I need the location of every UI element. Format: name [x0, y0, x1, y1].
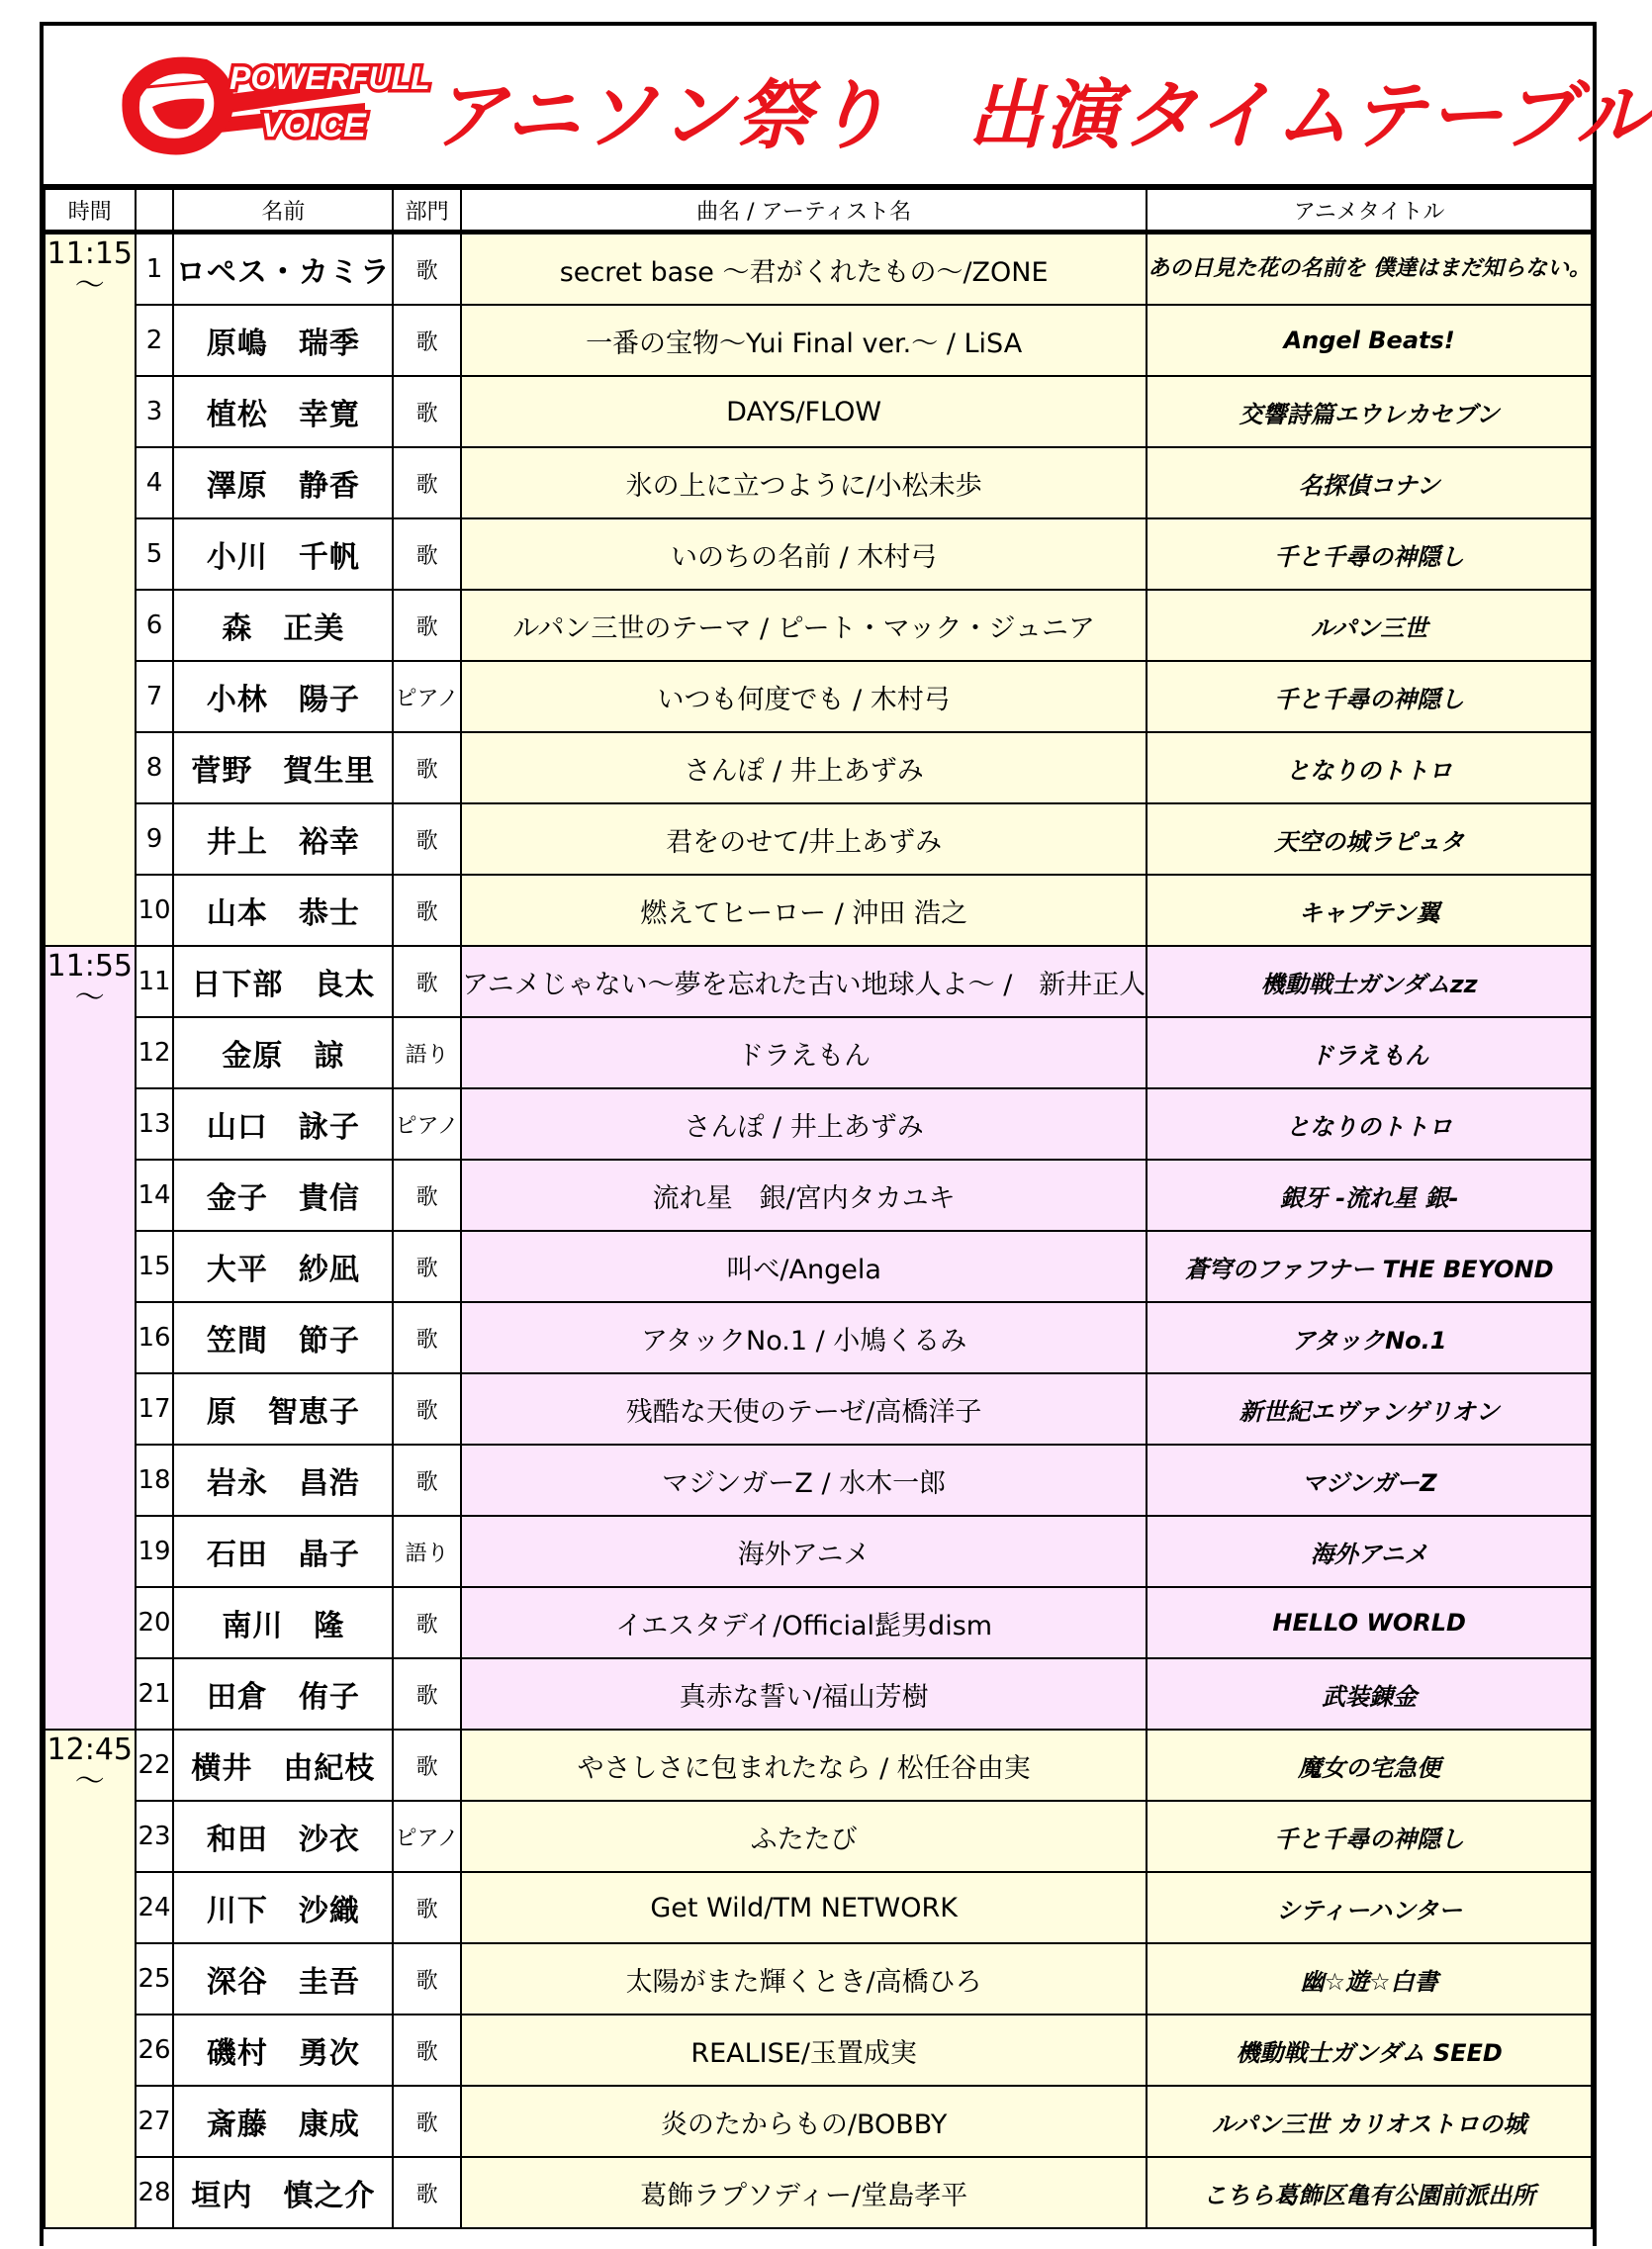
anime-title: こちら葛飾区亀有公園前派出所 — [1147, 2157, 1592, 2228]
performer-number: 18 — [136, 1445, 174, 1516]
table-header-row — [45, 189, 1592, 233]
column-header-anime: アニメタイトル — [1147, 189, 1592, 233]
song-artist: 真赤な誓い/福山芳樹 — [461, 1658, 1147, 1730]
performer-name: 斎藤 康成 — [173, 2086, 393, 2157]
table-row — [45, 1445, 1592, 1516]
column-header-time: 時間 — [45, 189, 136, 233]
performer-name: 垣内 慎之介 — [173, 2157, 393, 2228]
performer-name: 菅野 賀生里 — [173, 732, 393, 803]
performance-category: 歌 — [393, 1373, 461, 1445]
table-row — [45, 1516, 1592, 1587]
anime-title: 機動戦士ガンダム SEED — [1147, 2015, 1592, 2086]
performer-name: ロペス・カミラ — [173, 233, 393, 306]
table-row — [45, 1231, 1592, 1302]
anime-title: 機動戦士ガンダムzz — [1147, 946, 1592, 1017]
column-header-song: 曲名 / アーティスト名 — [461, 189, 1147, 233]
performance-category: 語り — [393, 1017, 461, 1088]
table-row — [45, 661, 1592, 732]
anime-title: 千と千尋の神隠し — [1147, 518, 1592, 590]
performer-name: 山本 恭士 — [173, 875, 393, 946]
performer-number: 25 — [136, 1943, 174, 2015]
song-artist: secret base ～君がくれたもの～/ZONE — [461, 233, 1147, 306]
anime-title: 天空の城ラピュタ — [1147, 803, 1592, 875]
time-block — [45, 946, 136, 1730]
song-artist: 燃えてヒーロー / 沖田 浩之 — [461, 875, 1147, 946]
performer-number: 7 — [136, 661, 174, 732]
song-artist: ドラえもん — [461, 1017, 1147, 1088]
table-row — [45, 2015, 1592, 2086]
anime-title: 銀牙 -流れ星 銀- — [1147, 1160, 1592, 1231]
time-block — [45, 233, 136, 947]
performance-category: 語り — [393, 1516, 461, 1587]
performer-number: 17 — [136, 1373, 174, 1445]
table-row — [45, 2086, 1592, 2157]
anime-title: 武装錬金 — [1147, 1658, 1592, 1730]
table-row — [45, 875, 1592, 946]
anime-title: 交響詩篇エウレカセブン — [1147, 376, 1592, 447]
performance-category: 歌 — [393, 1445, 461, 1516]
song-artist: さんぽ / 井上あずみ — [461, 1088, 1147, 1160]
logo-text-line2: VOICE — [261, 107, 366, 144]
song-artist: いのちの名前 / 木村弓 — [461, 518, 1147, 590]
performer-name: 小林 陽子 — [173, 661, 393, 732]
performance-category: 歌 — [393, 447, 461, 518]
performance-category: ピアノ — [393, 1801, 461, 1872]
song-artist: アタックNo.1 / 小鳩くるみ — [461, 1302, 1147, 1373]
performer-name: 笠間 節子 — [173, 1302, 393, 1373]
performance-category: ピアノ — [393, 1088, 461, 1160]
performer-name: 金原 諒 — [173, 1017, 393, 1088]
anime-title: マジンガーZ — [1147, 1445, 1592, 1516]
performer-name: 大平 紗凪 — [173, 1231, 393, 1302]
time-start: 11:55 — [46, 949, 133, 984]
song-artist: 海外アニメ — [461, 1516, 1147, 1587]
table-row — [45, 1587, 1592, 1658]
logo-text-line1: POWERFULL — [229, 60, 430, 96]
performance-category: 歌 — [393, 518, 461, 590]
song-artist: 君をのせて/井上あずみ — [461, 803, 1147, 875]
table-row — [45, 376, 1592, 447]
performer-number: 23 — [136, 1801, 174, 1872]
performer-name: 横井 由紀枝 — [173, 1730, 393, 1801]
anime-title: あの日見た花の名前を 僕達はまだ知らない。 — [1147, 233, 1592, 306]
anime-title: 魔女の宅急便 — [1147, 1730, 1592, 1801]
song-artist: マジンガーZ / 水木一郎 — [461, 1445, 1147, 1516]
performer-number: 9 — [136, 803, 174, 875]
performer-name: 井上 裕幸 — [173, 803, 393, 875]
anime-title: HELLO WORLD — [1147, 1587, 1592, 1658]
column-header-name: 名前 — [173, 189, 393, 233]
time-tilde: ～ — [74, 268, 105, 303]
time-start: 12:45 — [46, 1733, 133, 1767]
performer-name: 岩永 昌浩 — [173, 1445, 393, 1516]
performance-category: 歌 — [393, 590, 461, 661]
song-artist: さんぽ / 井上あずみ — [461, 732, 1147, 803]
performer-name: 和田 沙衣 — [173, 1801, 393, 1872]
time-tilde: ～ — [74, 981, 105, 1015]
table-row — [45, 305, 1592, 376]
song-artist: 流れ星 銀/宮内タカユキ — [461, 1160, 1147, 1231]
performer-name: 澤原 静香 — [173, 447, 393, 518]
anime-title: キャプテン翼 — [1147, 875, 1592, 946]
song-artist: アニメじゃない～夢を忘れた古い地球人よ～ / 新井正人 — [461, 946, 1147, 1017]
anime-title: となりのトトロ — [1147, 1088, 1592, 1160]
anime-title: シティーハンター — [1147, 1872, 1592, 1943]
anime-title: 千と千尋の神隠し — [1147, 1801, 1592, 1872]
performer-number: 3 — [136, 376, 174, 447]
performance-category: 歌 — [393, 1160, 461, 1231]
table-row — [45, 1373, 1592, 1445]
anime-title: 新世紀エヴァンゲリオン — [1147, 1373, 1592, 1445]
performer-name: 田倉 侑子 — [173, 1658, 393, 1730]
performer-name: 森 正美 — [173, 590, 393, 661]
song-artist: 叫べ/Angela — [461, 1231, 1147, 1302]
table-row — [45, 946, 1592, 1017]
performer-number: 28 — [136, 2157, 174, 2228]
performer-number: 10 — [136, 875, 174, 946]
performer-number: 6 — [136, 590, 174, 661]
table-row — [45, 1730, 1592, 1801]
performance-category: 歌 — [393, 1872, 461, 1943]
performer-number: 16 — [136, 1302, 174, 1373]
song-artist: 太陽がまた輝くとき/高橋ひろ — [461, 1943, 1147, 2015]
performer-number: 4 — [136, 447, 174, 518]
performer-number: 26 — [136, 2015, 174, 2086]
performance-category: 歌 — [393, 376, 461, 447]
song-artist: ふたたび — [461, 1801, 1147, 1872]
table-row — [45, 1017, 1592, 1088]
table-row — [45, 1658, 1592, 1730]
anime-title: ドラえもん — [1147, 1017, 1592, 1088]
performance-category: 歌 — [393, 1943, 461, 2015]
performer-number: 15 — [136, 1231, 174, 1302]
performer-number: 12 — [136, 1017, 174, 1088]
column-header-dept: 部門 — [393, 189, 461, 233]
table-row — [45, 1160, 1592, 1231]
song-artist: ルパン三世のテーマ / ピート・マック・ジュニア — [461, 590, 1147, 661]
time-start: 11:15 — [46, 236, 133, 271]
performer-number: 2 — [136, 305, 174, 376]
table-row — [45, 1801, 1592, 1872]
song-artist: やさしさに包まれたなら / 松任谷由実 — [461, 1730, 1147, 1801]
table-body — [45, 233, 1592, 2229]
song-artist: 残酷な天使のテーゼ/高橋洋子 — [461, 1373, 1147, 1445]
performer-name: 原 智恵子 — [173, 1373, 393, 1445]
anime-title: ルパン三世 カリオストロの城 — [1147, 2086, 1592, 2157]
table-row — [45, 1872, 1592, 1943]
performer-name: 金子 貴信 — [173, 1160, 393, 1231]
performer-name: 日下部 良太 — [173, 946, 393, 1017]
performer-name: 小川 千帆 — [173, 518, 393, 590]
performer-number: 8 — [136, 732, 174, 803]
table-row — [45, 2157, 1592, 2228]
song-artist: 一番の宝物～Yui Final ver.～ / LiSA — [461, 305, 1147, 376]
anime-title: Angel Beats! — [1147, 305, 1592, 376]
performance-category: ピアノ — [393, 661, 461, 732]
performance-category: 歌 — [393, 1730, 461, 1801]
song-artist: Get Wild/TM NETWORK — [461, 1872, 1147, 1943]
table-row — [45, 518, 1592, 590]
table-row — [45, 1943, 1592, 2015]
table-row — [45, 447, 1592, 518]
table-row — [45, 732, 1592, 803]
performer-name: 石田 晶子 — [173, 1516, 393, 1587]
song-artist: いつも何度でも / 木村弓 — [461, 661, 1147, 732]
column-header-no — [136, 189, 174, 233]
performance-category: 歌 — [393, 1587, 461, 1658]
performer-number: 22 — [136, 1730, 174, 1801]
performance-category: 歌 — [393, 1658, 461, 1730]
table-row — [45, 590, 1592, 661]
performer-name: 磯村 勇次 — [173, 2015, 393, 2086]
performer-name: 植松 幸寛 — [173, 376, 393, 447]
performer-number: 21 — [136, 1658, 174, 1730]
performer-number: 24 — [136, 1872, 174, 1943]
timetable — [44, 188, 1593, 2229]
performance-category: 歌 — [393, 305, 461, 376]
song-artist: イエスタデイ/Official髭男dism — [461, 1587, 1147, 1658]
table-row — [45, 1088, 1592, 1160]
timetable-sheet — [40, 22, 1652, 2246]
performer-number: 13 — [136, 1088, 174, 1160]
performer-name: 山口 詠子 — [173, 1088, 393, 1160]
anime-title: 幽☆遊☆白書 — [1147, 1943, 1592, 2015]
performer-number: 20 — [136, 1587, 174, 1658]
song-artist: 氷の上に立つように/小松未歩 — [461, 447, 1147, 518]
anime-title: 名探偵コナン — [1147, 447, 1592, 518]
performance-category: 歌 — [393, 233, 461, 306]
performance-category: 歌 — [393, 2157, 461, 2228]
table-row — [45, 233, 1592, 306]
performer-name: 原嶋 瑞季 — [173, 305, 393, 376]
performer-number: 27 — [136, 2086, 174, 2157]
table-row — [45, 1302, 1592, 1373]
header — [44, 26, 1652, 188]
song-artist: DAYS/FLOW — [461, 376, 1147, 447]
performer-number: 11 — [136, 946, 174, 1017]
song-artist: 葛飾ラプソディー/堂島孝平 — [461, 2157, 1147, 2228]
performance-category: 歌 — [393, 2015, 461, 2086]
performer-number: 19 — [136, 1516, 174, 1587]
performer-number: 14 — [136, 1160, 174, 1231]
anime-title: となりのトトロ — [1147, 732, 1592, 803]
performer-number: 1 — [136, 233, 174, 306]
performance-category: 歌 — [393, 875, 461, 946]
performance-category: 歌 — [393, 1302, 461, 1373]
time-block — [45, 1730, 136, 2228]
anime-title: ルパン三世 — [1147, 590, 1592, 661]
song-artist: REALISE/玉置成実 — [461, 2015, 1147, 2086]
song-artist: 炎のたからもの/BOBBY — [461, 2086, 1147, 2157]
time-tilde: ～ — [74, 1764, 105, 1799]
performance-category: 歌 — [393, 732, 461, 803]
powerfull-voice-logo — [113, 38, 430, 166]
performance-category: 歌 — [393, 1231, 461, 1302]
performance-category: 歌 — [393, 946, 461, 1017]
anime-title: 千と千尋の神隠し — [1147, 661, 1592, 732]
anime-title: 蒼穹のファフナー THE BEYOND — [1147, 1231, 1592, 1302]
anime-title: 海外アニメ — [1147, 1516, 1592, 1587]
anime-title: アタックNo.1 — [1147, 1302, 1592, 1373]
performer-number: 5 — [136, 518, 174, 590]
performer-name: 深谷 圭吾 — [173, 1943, 393, 2015]
performance-category: 歌 — [393, 803, 461, 875]
performer-name: 川下 沙織 — [173, 1872, 393, 1943]
performance-category: 歌 — [393, 2086, 461, 2157]
page-title: アニソン祭り 出演タイムテーブル — [431, 71, 1652, 159]
table-row — [45, 803, 1592, 875]
performer-name: 南川 隆 — [173, 1587, 393, 1658]
